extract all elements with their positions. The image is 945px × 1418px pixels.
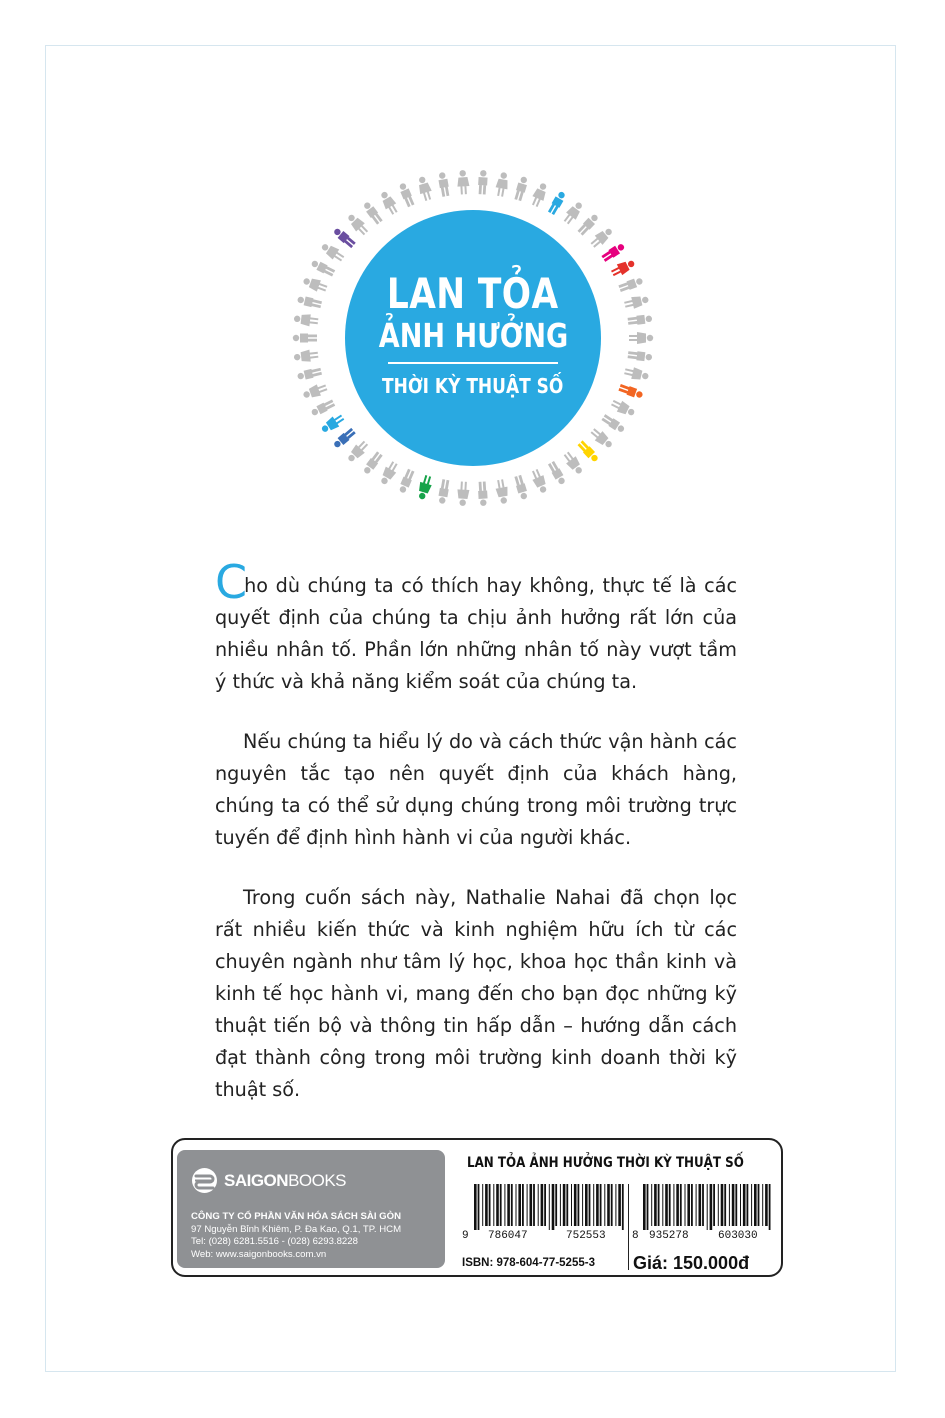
barcode-bar: [622, 1184, 624, 1230]
barcode-bar: [518, 1184, 521, 1226]
barcode-bar: [541, 1184, 544, 1226]
person-figure-icon: [623, 365, 649, 382]
blurb-paragraph-3: Trong cuốn sách này, Nathalie Nahai đã chọn lọc rất nhiều kiến thức và kinh nghiệm hữu ích từ các chuyên ngành như tâm lý học, khoa học thần kinh và kinh tế học hành vi, mang đến cho bạn đọc những kỹ thuật tiến bộ và thông tin hấp dẫn – hướng dẫn cách đạt thành công trong môi trường kinh doanh thời kỹ thuật số.: [215, 886, 737, 1101]
person-figure-icon: [623, 293, 649, 310]
person-figure-icon: [629, 332, 653, 344]
cover-title-line2: ẢNH HƯỞNG: [378, 316, 568, 355]
person-figure-icon: [478, 481, 488, 506]
person-figure-icon: [293, 334, 317, 343]
isbn-number: ISBN: 978-604-77-5255-3: [462, 1257, 595, 1269]
person-figure-icon: [618, 383, 644, 400]
barcode-bar: [522, 1184, 524, 1226]
person-figure-icon: [293, 313, 318, 328]
barcode-bar: [560, 1184, 561, 1226]
isbn-barcode-digit-lead: 9: [462, 1230, 469, 1242]
person-figure-icon: [610, 397, 637, 419]
barcode-bar: [578, 1184, 580, 1226]
barcode-bar: [530, 1184, 533, 1226]
barcode-bar: [571, 1184, 572, 1226]
barcode-bar: [762, 1184, 763, 1226]
barcode-bar: [493, 1184, 494, 1226]
barcode-bar: [676, 1184, 679, 1226]
person-figure-icon: [494, 479, 510, 505]
person-figure-icon: [610, 257, 637, 279]
person-figure-icon: [398, 468, 416, 494]
barcode-bar: [740, 1184, 741, 1226]
barcode-separator: [628, 1184, 629, 1270]
cover-subtitle: THỜI KỲ THUẬT SỐ: [382, 374, 564, 398]
barcode-bar: [747, 1184, 749, 1226]
person-figure-icon: [310, 399, 336, 418]
drop-cap: C: [215, 555, 248, 609]
logo-bold: SAIGON: [224, 1170, 289, 1190]
barcode-bar: [511, 1184, 513, 1226]
publisher-address: 97 Nguyễn Bỉnh Khiêm, P. Đa Kao, Q.1, TP. HCM: [191, 1223, 402, 1235]
barcode-bar: [615, 1184, 616, 1226]
ean-barcode-digits-right: 603030: [718, 1230, 758, 1242]
person-figure-icon: [618, 276, 644, 293]
person-figure-icon: [319, 412, 346, 435]
barcode-bar: [552, 1184, 555, 1230]
person-figure-icon: [529, 468, 550, 495]
barcode-bar: [713, 1184, 715, 1226]
barcode-bar: [758, 1184, 760, 1226]
barcode-bar: [516, 1184, 517, 1226]
barcode-bar: [718, 1184, 719, 1226]
blurb-paragraph-1: [215, 555, 737, 698]
barcode-bar: [478, 1184, 480, 1230]
barcode-bar: [665, 1184, 668, 1226]
barcode-bar: [743, 1184, 746, 1226]
barcode-bar: [485, 1184, 488, 1226]
isbn-barcode-digits-left: 786047: [488, 1230, 528, 1242]
person-figure-icon: [302, 275, 329, 295]
person-figure-icon: [494, 171, 510, 197]
person-figure-icon: [627, 350, 652, 362]
barcode-bar: [538, 1184, 539, 1226]
person-figure-icon: [310, 258, 336, 277]
publisher-tel: Tel: (028) 6281.5516 - (028) 6293.8228: [191, 1236, 358, 1247]
person-figure-icon: [478, 170, 488, 195]
barcode-bar: [669, 1184, 671, 1226]
barcode-bar: [751, 1184, 752, 1226]
person-figure-icon: [513, 176, 529, 202]
ean-barcode-digits-left: 935278: [649, 1230, 689, 1242]
publisher-block: [177, 1150, 445, 1268]
person-figure-icon: [319, 241, 346, 264]
publisher-info: [191, 1211, 401, 1261]
barcode-bar: [604, 1184, 605, 1226]
person-figure-icon: [457, 170, 470, 195]
barcode-bar: [489, 1184, 491, 1226]
barcode-bar: [600, 1184, 602, 1226]
barcode-bar: [710, 1184, 713, 1230]
barcode-bar: [673, 1184, 674, 1226]
person-figure-icon: [437, 479, 450, 504]
person-figure-icon: [601, 413, 626, 434]
barcode-bar: [607, 1184, 610, 1226]
person-figure-icon: [398, 182, 416, 208]
barcode-bar: [735, 1184, 737, 1226]
barcode-bar: [724, 1184, 726, 1226]
saigonbooks-logo-icon: [191, 1167, 218, 1194]
barcode-bar: [589, 1184, 591, 1226]
barcode-bar: [549, 1184, 550, 1230]
barcode-bar: [696, 1184, 697, 1226]
back-cover-blurb: [215, 555, 737, 1134]
publisher-company: CÔNG TY CỔ PHẦN VĂN HÓA SÁCH SÀI GÒN: [191, 1211, 402, 1222]
person-figure-icon: [529, 181, 550, 208]
barcode-bar: [654, 1184, 657, 1226]
person-figure-icon: [601, 242, 626, 263]
barcode-bar: [729, 1184, 730, 1226]
ean-barcode-digit-lead: 8: [632, 1230, 639, 1242]
barcode-bar: [504, 1184, 505, 1226]
barcode-bar: [563, 1184, 566, 1226]
publisher-logo: [191, 1167, 346, 1194]
book-title: LAN TỎA ẢNH HƯỞNG THỜI KỲ THUẬT SỐ: [467, 1155, 744, 1171]
barcode-bar: [500, 1184, 502, 1226]
person-figure-icon: [513, 475, 529, 501]
barcode-bar: [647, 1184, 649, 1230]
barcode-bar: [685, 1184, 686, 1226]
barcode-bar: [662, 1184, 663, 1226]
barcode-bar: [533, 1184, 535, 1226]
isbn-barcode-digits-right: 752553: [566, 1230, 606, 1242]
person-figure-icon: [437, 172, 450, 197]
barcode-bar: [527, 1184, 528, 1226]
person-figure-icon: [416, 175, 434, 202]
barcode-bar: [732, 1184, 735, 1226]
barcode-bar: [496, 1184, 499, 1226]
barcode-bar: [482, 1184, 483, 1226]
barcode-bar: [658, 1184, 660, 1226]
title-divider: [388, 362, 558, 364]
isbn-barcode: [474, 1184, 626, 1230]
barcode-bar: [585, 1184, 588, 1226]
barcode-bar: [566, 1184, 568, 1226]
person-figure-icon: [297, 295, 323, 309]
barcode-bar: [687, 1184, 690, 1226]
person-figure-icon: [457, 481, 470, 506]
person-figure-icon: [293, 349, 318, 364]
barcode-bar: [721, 1184, 724, 1226]
blurb-paragraph-2: Nếu chúng ta hiểu lý do và cách thức vận hành các nguyên tắc tạo nên quyết định của khách hàng, chúng ta có thể sử dụng chúng trong môi trường trực tuyến để định hình hành vi của người khác.: [215, 730, 737, 849]
barcode-bar: [544, 1184, 546, 1226]
barcode-bar: [474, 1184, 477, 1230]
cover-title-line1: LAN TỎA: [387, 269, 559, 318]
person-figure-icon: [297, 367, 323, 381]
barcode-bar: [691, 1184, 693, 1226]
barcode-bar: [593, 1184, 594, 1226]
barcode-bar: [611, 1184, 613, 1226]
barcode-bar: [574, 1184, 577, 1226]
ean-barcode: [643, 1184, 773, 1230]
publisher-wordmark: [224, 1171, 346, 1191]
price: Giá: 150.000đ: [633, 1253, 750, 1273]
barcode-bar: [707, 1184, 708, 1230]
barcode-bar: [507, 1184, 510, 1226]
barcode-bar: [699, 1184, 702, 1226]
barcode-bar: [769, 1184, 771, 1230]
person-figure-icon: [416, 474, 434, 501]
barcode-bar: [702, 1184, 704, 1226]
logo-light: BOOKS: [288, 1170, 347, 1190]
barcode-bar: [680, 1184, 682, 1226]
barcode-panel: [171, 1138, 783, 1277]
person-figure-icon: [627, 314, 652, 326]
barcode-bar: [754, 1184, 757, 1226]
person-figure-icon: [302, 382, 329, 402]
barcode-bar: [765, 1184, 768, 1226]
barcode-bar: [643, 1184, 646, 1230]
barcode-bar: [582, 1184, 583, 1226]
publisher-web: Web: www.saigonbooks.com.vn: [191, 1248, 327, 1260]
barcode-bar: [555, 1184, 557, 1226]
cover-title-block: [345, 212, 601, 468]
barcode-bar: [651, 1184, 652, 1226]
barcode-bar: [596, 1184, 599, 1226]
blurb-paragraph-1-text: ho dù chúng ta có thích hay không, thực tế là các quyết định của chúng ta chịu ảnh hưởng rất lớn của nhiều nhân tố. Phần lớn những nhân tố này vượt tầm ý thức và khả năng kiểm soát của chúng ta.: [215, 574, 737, 693]
barcode-bar: [618, 1184, 621, 1226]
